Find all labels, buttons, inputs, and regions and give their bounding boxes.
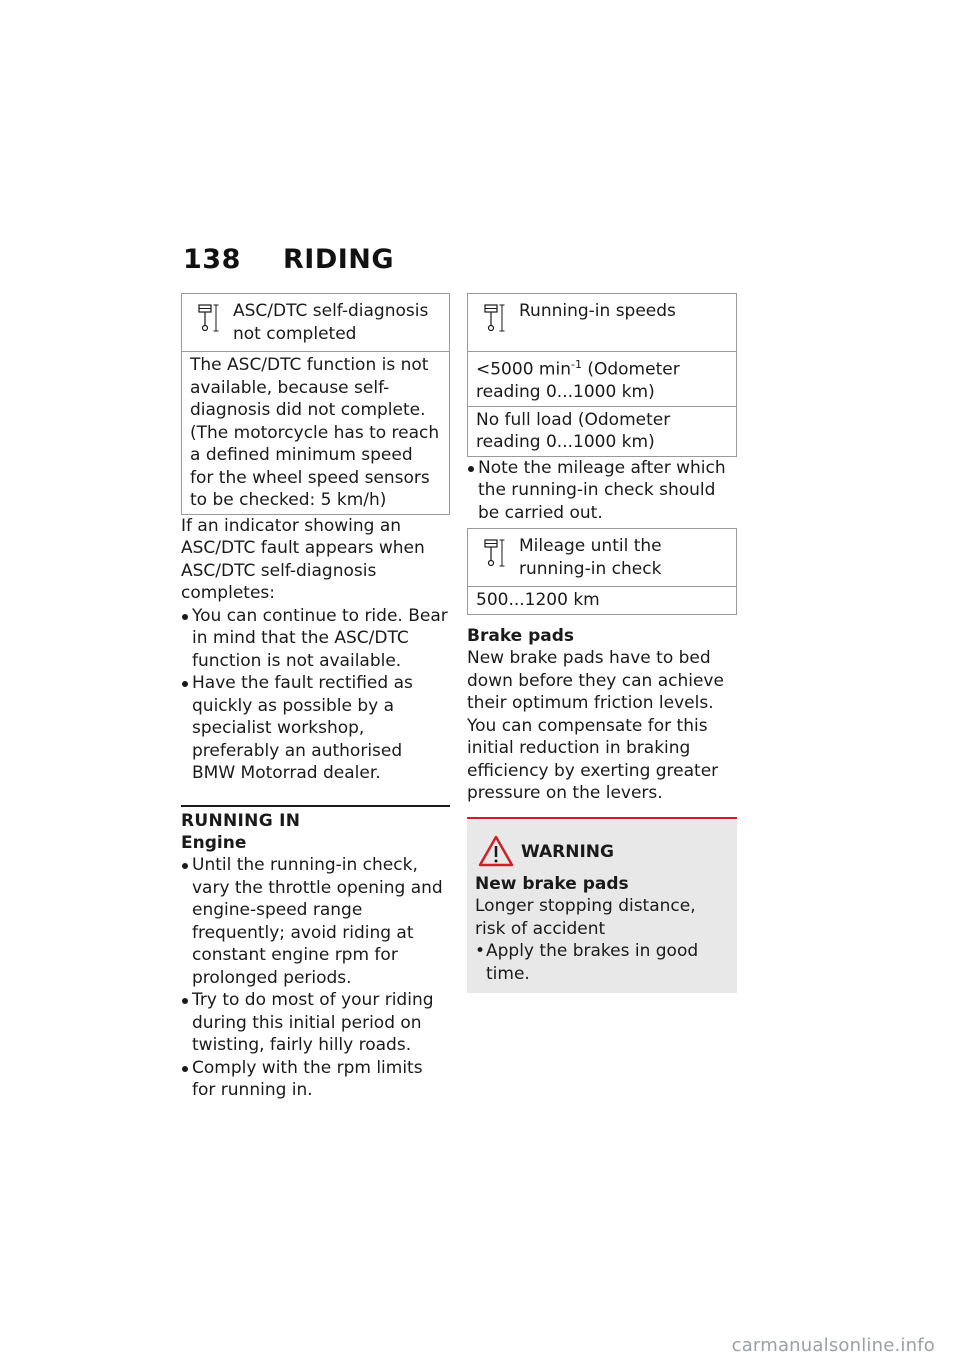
spec-head (468, 529, 736, 587)
spec-row-rpm (468, 352, 736, 406)
list-item: Note the mileage after which the running-in check should be carried out. (467, 457, 737, 525)
list-item: • Apply the brakes in good time. (475, 940, 729, 985)
section-title-running-in: RUNNING IN (181, 805, 450, 832)
asc-dtc-spec-box (181, 293, 450, 515)
engine-bullet-list (181, 854, 450, 1102)
mileage-bullet-list (467, 457, 737, 525)
rpm-odometer: (Odometer reading 0...1000 km) (476, 359, 680, 403)
rpm-limit: <5000 min (476, 359, 571, 380)
list-item: Until the running-in check, vary the throttle opening and engine-speed range frequently; avoid riding at constant engine rpm for prolonged periods. (181, 854, 450, 989)
fault-intro: If an indicator showing an ASC/DTC fault appears when ASC/DTC self-diagnosis completes: (181, 515, 425, 603)
running-in-speeds-spec-box (467, 293, 737, 457)
spec-body: The ASC/DTC function is not available, because self-diagnosis did not complete. (The motorcycle has to reach a defined minimum speed for the wheel speed sensors to be checked: 5 km/h) (190, 355, 440, 510)
spec-title: Mileage until the running-in check (519, 536, 662, 579)
spec-head (182, 294, 449, 352)
watermark: carmanualsonline.info (731, 1335, 935, 1356)
warning-header (475, 837, 729, 867)
spec-head (468, 294, 736, 352)
engine-spec-icon (197, 303, 219, 333)
warning-box (467, 817, 737, 994)
list-item: Comply with the rpm limits for running in. (181, 1057, 450, 1102)
left-column (181, 293, 450, 1102)
warning-text: Longer stopping distance, risk of accident (475, 896, 696, 939)
warning-label: WARNING (521, 841, 614, 862)
engine-spec-icon (483, 538, 505, 568)
spec-row-mileage: 500...1200 km (476, 590, 600, 611)
brake-pads-text: New brake pads have to bed down before they can achieve their optimum friction levels. You can compensate for this initial reduction in braking efficiency by exerting greater pressure on the levers. (467, 648, 724, 804)
mileage-spec-box (467, 528, 737, 615)
warning-bullet-list (475, 940, 729, 985)
fault-bullet-list (181, 605, 450, 785)
engine-heading: Engine (181, 832, 247, 853)
list-item: You can continue to ride. Bear in mind that the ASC/DTC function is not available. (181, 605, 450, 673)
warning-subtitle: New brake pads (475, 873, 629, 894)
spec-title: ASC/DTC self-diagnosis not completed (233, 301, 429, 344)
list-item: Try to do most of your riding during this initial period on twisting, fairly hilly roads. (181, 989, 450, 1057)
spec-title: Running-in speeds (519, 301, 676, 321)
page-header (183, 244, 394, 275)
right-column (467, 293, 737, 993)
spec-row-load: No full load (Odometer reading 0...1000 km) (468, 406, 736, 456)
chapter-title: RIDING (283, 244, 395, 275)
list-item: Have the fault rectified as quickly as possible by a specialist workshop, preferably an authorised BMW Motorrad dealer. (181, 672, 450, 785)
rpm-exponent: -1 (570, 358, 582, 371)
warning-triangle-icon (478, 835, 514, 867)
brake-pads-heading: Brake pads (467, 625, 575, 646)
engine-spec-icon (483, 303, 505, 333)
page-number: 138 (183, 244, 241, 275)
